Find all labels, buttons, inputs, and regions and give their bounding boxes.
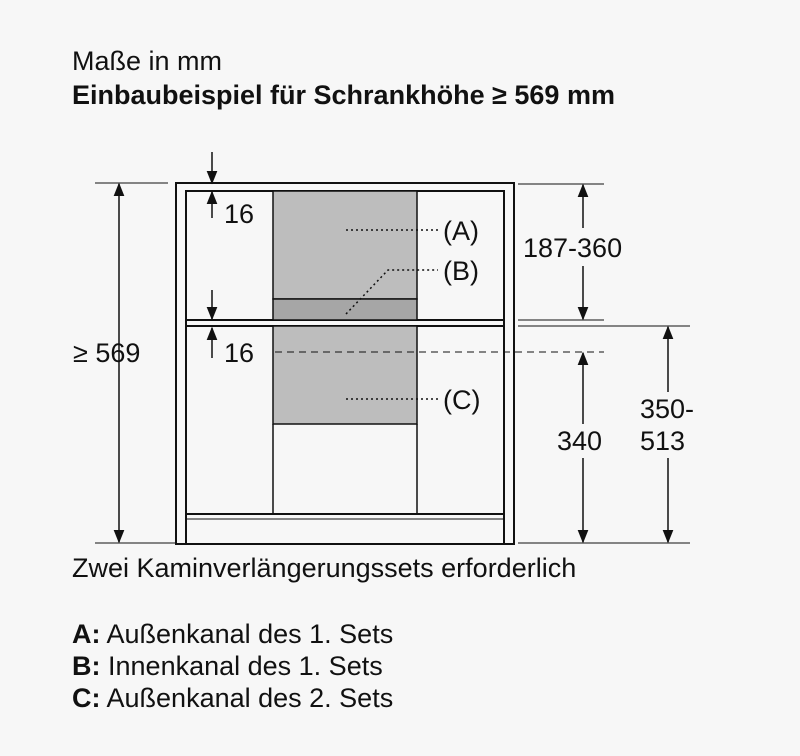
legend-item-b (72, 651, 383, 682)
legend-key-a: A: (72, 619, 101, 649)
label-b: (B) (443, 256, 479, 286)
duct-inner-b (273, 299, 417, 320)
duct-outer-c (273, 326, 417, 424)
label-c: (C) (443, 385, 481, 415)
units-label: Maße in mm (72, 46, 223, 76)
lower-range-label-2: 513 (640, 426, 686, 456)
legend-text-c: Außenkanal des 2. Sets (106, 683, 394, 713)
legend-key-b: B: (72, 651, 101, 681)
mid-gap-label: 16 (224, 338, 255, 368)
lower-range-label-1: 350- (640, 394, 695, 424)
requirement-note: Zwei Kaminverlängerungssets erforderlich (72, 553, 577, 583)
total-height-label: ≥ 569 (73, 338, 141, 368)
legend-text-b: Innenkanal des 1. Sets (108, 651, 383, 681)
top-gap-label: 16 (224, 199, 255, 229)
lower-fixed-label: 340 (557, 426, 603, 456)
legend-item-a (72, 619, 393, 650)
legend-key-c: C: (72, 683, 101, 713)
upper-range-label: 187-360 (523, 233, 623, 263)
duct-outer-a (273, 191, 417, 299)
label-a: (A) (443, 216, 479, 246)
legend-item-c (72, 683, 393, 714)
page-title: Einbaubeispiel für Schrankhöhe ≥ 569 mm (72, 80, 615, 110)
legend-text-a: Außenkanal des 1. Sets (106, 619, 394, 649)
cabinet-shelf (186, 320, 504, 326)
hood-body (273, 424, 417, 514)
